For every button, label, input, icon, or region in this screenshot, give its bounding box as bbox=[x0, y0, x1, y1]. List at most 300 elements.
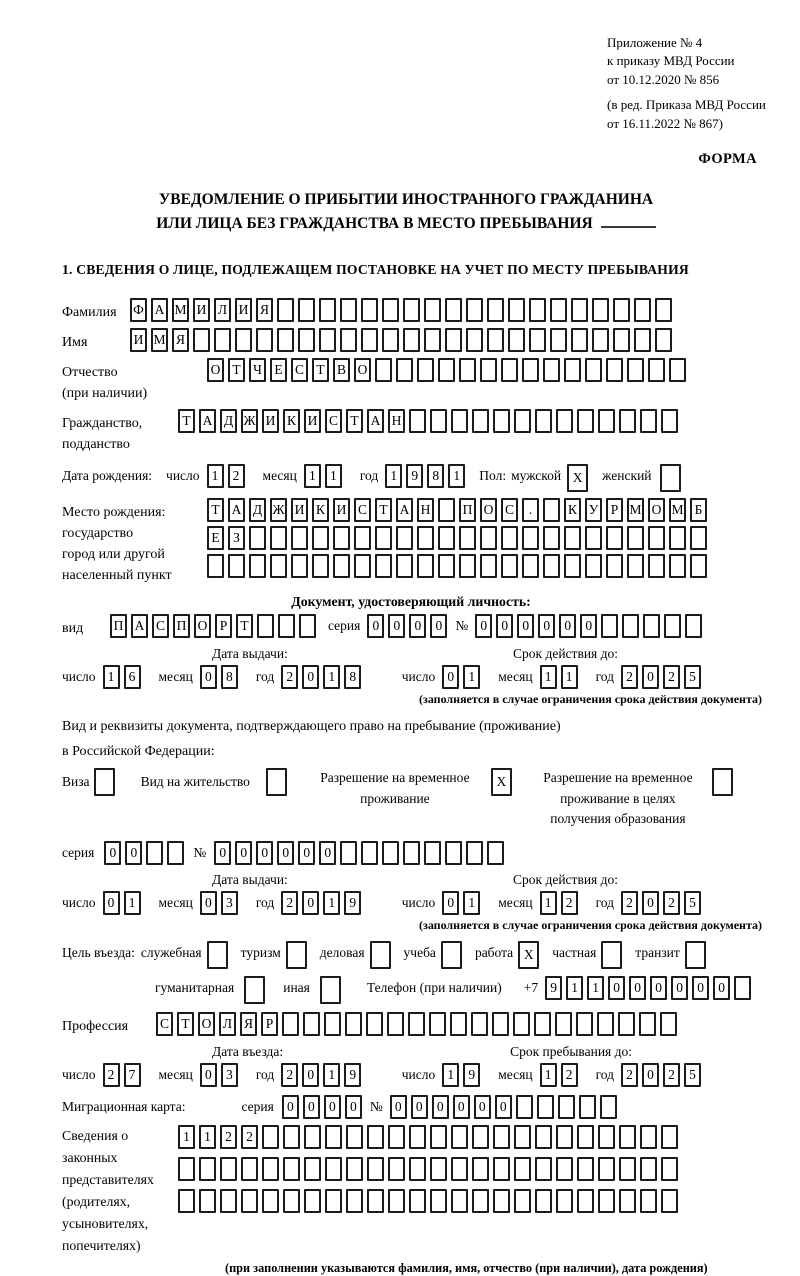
char-box[interactable]: Т bbox=[312, 358, 329, 382]
char-box[interactable] bbox=[534, 1012, 551, 1036]
char-box[interactable] bbox=[655, 328, 672, 352]
char-box[interactable]: 5 bbox=[684, 891, 701, 915]
char-box[interactable] bbox=[283, 1189, 300, 1213]
char-box[interactable] bbox=[480, 554, 497, 578]
char-box[interactable] bbox=[445, 328, 462, 352]
char-box[interactable] bbox=[286, 941, 307, 969]
char-box[interactable] bbox=[543, 554, 560, 578]
char-box[interactable] bbox=[493, 1125, 510, 1149]
char-box[interactable] bbox=[304, 1157, 321, 1181]
char-box[interactable]: 0 bbox=[256, 841, 273, 865]
char-box[interactable] bbox=[558, 1095, 575, 1119]
char-box[interactable] bbox=[622, 614, 639, 638]
char-box[interactable]: 0 bbox=[629, 976, 646, 1000]
char-box[interactable]: 9 bbox=[463, 1063, 480, 1087]
char-box[interactable]: . bbox=[522, 498, 539, 522]
char-box[interactable]: К bbox=[283, 409, 300, 433]
char-box[interactable]: 2 bbox=[621, 1063, 638, 1087]
char-box[interactable]: 2 bbox=[281, 1063, 298, 1087]
char-box[interactable] bbox=[529, 298, 546, 322]
char-box[interactable] bbox=[459, 554, 476, 578]
char-box[interactable] bbox=[283, 1157, 300, 1181]
char-box[interactable] bbox=[220, 1157, 237, 1181]
char-box[interactable]: Ф bbox=[130, 298, 147, 322]
char-box[interactable] bbox=[214, 328, 231, 352]
char-box[interactable]: Ж bbox=[241, 409, 258, 433]
char-box[interactable] bbox=[438, 554, 455, 578]
char-box[interactable] bbox=[556, 1189, 573, 1213]
char-box[interactable]: 0 bbox=[303, 1095, 320, 1119]
char-box[interactable] bbox=[333, 554, 350, 578]
char-box[interactable] bbox=[606, 526, 623, 550]
char-box[interactable] bbox=[660, 464, 681, 492]
char-box[interactable] bbox=[734, 976, 751, 1000]
char-box[interactable] bbox=[543, 526, 560, 550]
char-box[interactable] bbox=[543, 358, 560, 382]
char-box[interactable] bbox=[550, 328, 567, 352]
char-box[interactable] bbox=[199, 1189, 216, 1213]
char-box[interactable] bbox=[450, 1012, 467, 1036]
char-box[interactable]: 0 bbox=[495, 1095, 512, 1119]
char-box[interactable]: 0 bbox=[125, 841, 142, 865]
char-box[interactable] bbox=[648, 358, 665, 382]
char-box[interactable] bbox=[501, 526, 518, 550]
char-box[interactable]: М bbox=[669, 498, 686, 522]
char-box[interactable] bbox=[459, 526, 476, 550]
char-box[interactable]: 0 bbox=[345, 1095, 362, 1119]
char-box[interactable] bbox=[564, 554, 581, 578]
char-box[interactable]: О bbox=[480, 498, 497, 522]
char-box[interactable]: 9 bbox=[344, 1063, 361, 1087]
char-box[interactable] bbox=[600, 1095, 617, 1119]
char-box[interactable] bbox=[535, 409, 552, 433]
char-box[interactable] bbox=[367, 1125, 384, 1149]
char-box[interactable] bbox=[241, 1157, 258, 1181]
char-box[interactable]: 0 bbox=[608, 976, 625, 1000]
char-box[interactable]: 0 bbox=[302, 1063, 319, 1087]
char-box[interactable] bbox=[555, 1012, 572, 1036]
char-box[interactable] bbox=[598, 1189, 615, 1213]
char-box[interactable] bbox=[298, 328, 315, 352]
char-box[interactable]: А bbox=[131, 614, 148, 638]
char-box[interactable]: А bbox=[396, 498, 413, 522]
char-box[interactable]: 1 bbox=[103, 665, 120, 689]
char-box[interactable] bbox=[403, 298, 420, 322]
char-box[interactable] bbox=[466, 841, 483, 865]
char-box[interactable]: Т bbox=[228, 358, 245, 382]
char-box[interactable]: И bbox=[304, 409, 321, 433]
char-box[interactable]: О bbox=[198, 1012, 215, 1036]
char-box[interactable] bbox=[634, 328, 651, 352]
char-box[interactable] bbox=[283, 1125, 300, 1149]
char-box[interactable]: 1 bbox=[587, 976, 604, 1000]
char-box[interactable] bbox=[514, 1157, 531, 1181]
char-box[interactable] bbox=[438, 526, 455, 550]
char-box[interactable]: 1 bbox=[561, 665, 578, 689]
char-box[interactable] bbox=[396, 526, 413, 550]
char-box[interactable]: А bbox=[199, 409, 216, 433]
char-box[interactable]: 2 bbox=[561, 1063, 578, 1087]
char-box[interactable] bbox=[514, 1189, 531, 1213]
char-box[interactable] bbox=[516, 1095, 533, 1119]
char-box[interactable]: 5 bbox=[684, 1063, 701, 1087]
char-box[interactable] bbox=[537, 1095, 554, 1119]
char-box[interactable] bbox=[472, 409, 489, 433]
char-box[interactable]: 0 bbox=[496, 614, 513, 638]
char-box[interactable] bbox=[375, 358, 392, 382]
char-box[interactable]: И bbox=[291, 498, 308, 522]
char-box[interactable] bbox=[375, 554, 392, 578]
char-box[interactable] bbox=[487, 298, 504, 322]
char-box[interactable] bbox=[585, 526, 602, 550]
char-box[interactable]: Я bbox=[240, 1012, 257, 1036]
char-box[interactable] bbox=[556, 1157, 573, 1181]
char-box[interactable] bbox=[712, 768, 733, 796]
char-box[interactable] bbox=[167, 841, 184, 865]
char-box[interactable] bbox=[627, 358, 644, 382]
char-box[interactable]: 2 bbox=[561, 891, 578, 915]
char-box[interactable] bbox=[619, 1125, 636, 1149]
char-box[interactable] bbox=[354, 554, 371, 578]
char-box[interactable] bbox=[346, 1157, 363, 1181]
char-box[interactable] bbox=[543, 498, 560, 522]
char-box[interactable]: 1 bbox=[385, 464, 402, 488]
char-box[interactable] bbox=[493, 1189, 510, 1213]
char-box[interactable]: Д bbox=[220, 409, 237, 433]
char-box[interactable]: О bbox=[194, 614, 211, 638]
char-box[interactable]: 0 bbox=[650, 976, 667, 1000]
char-box[interactable] bbox=[661, 1157, 678, 1181]
char-box[interactable] bbox=[627, 554, 644, 578]
char-box[interactable] bbox=[298, 298, 315, 322]
char-box[interactable] bbox=[556, 409, 573, 433]
char-box[interactable]: 2 bbox=[663, 665, 680, 689]
char-box[interactable] bbox=[661, 409, 678, 433]
char-box[interactable]: 2 bbox=[220, 1125, 237, 1149]
char-box[interactable] bbox=[508, 328, 525, 352]
char-box[interactable] bbox=[571, 328, 588, 352]
char-box[interactable] bbox=[417, 526, 434, 550]
char-box[interactable]: 0 bbox=[411, 1095, 428, 1119]
char-box[interactable]: Я bbox=[172, 328, 189, 352]
char-box[interactable]: З bbox=[228, 526, 245, 550]
char-box[interactable] bbox=[451, 1125, 468, 1149]
char-box[interactable]: 6 bbox=[124, 665, 141, 689]
char-box[interactable] bbox=[403, 841, 420, 865]
char-box[interactable]: К bbox=[312, 498, 329, 522]
char-box[interactable]: X bbox=[567, 464, 588, 492]
char-box[interactable]: 1 bbox=[124, 891, 141, 915]
char-box[interactable] bbox=[550, 298, 567, 322]
char-box[interactable] bbox=[598, 409, 615, 433]
char-box[interactable] bbox=[451, 409, 468, 433]
char-box[interactable] bbox=[304, 1189, 321, 1213]
char-box[interactable] bbox=[514, 409, 531, 433]
char-box[interactable] bbox=[480, 526, 497, 550]
char-box[interactable] bbox=[466, 328, 483, 352]
char-box[interactable]: Т bbox=[177, 1012, 194, 1036]
char-box[interactable]: Д bbox=[249, 498, 266, 522]
char-box[interactable] bbox=[424, 328, 441, 352]
char-box[interactable] bbox=[627, 526, 644, 550]
char-box[interactable]: Л bbox=[219, 1012, 236, 1036]
char-box[interactable]: Е bbox=[270, 358, 287, 382]
char-box[interactable] bbox=[388, 1189, 405, 1213]
char-box[interactable]: 2 bbox=[241, 1125, 258, 1149]
char-box[interactable] bbox=[324, 1012, 341, 1036]
char-box[interactable] bbox=[319, 298, 336, 322]
char-box[interactable] bbox=[441, 941, 462, 969]
char-box[interactable]: 0 bbox=[474, 1095, 491, 1119]
char-box[interactable] bbox=[409, 1157, 426, 1181]
char-box[interactable] bbox=[94, 768, 115, 796]
char-box[interactable]: 0 bbox=[324, 1095, 341, 1119]
char-box[interactable] bbox=[634, 298, 651, 322]
char-box[interactable]: 0 bbox=[302, 891, 319, 915]
char-box[interactable] bbox=[367, 1189, 384, 1213]
char-box[interactable] bbox=[661, 1125, 678, 1149]
char-box[interactable] bbox=[664, 614, 681, 638]
char-box[interactable] bbox=[249, 526, 266, 550]
char-box[interactable] bbox=[493, 1157, 510, 1181]
char-box[interactable]: 9 bbox=[545, 976, 562, 1000]
char-box[interactable] bbox=[487, 328, 504, 352]
char-box[interactable] bbox=[522, 554, 539, 578]
char-box[interactable]: О bbox=[207, 358, 224, 382]
char-box[interactable] bbox=[375, 526, 392, 550]
char-box[interactable]: Н bbox=[388, 409, 405, 433]
char-box[interactable]: 0 bbox=[277, 841, 294, 865]
char-box[interactable]: 1 bbox=[207, 464, 224, 488]
char-box[interactable]: С bbox=[291, 358, 308, 382]
char-box[interactable] bbox=[361, 841, 378, 865]
char-box[interactable]: Н bbox=[417, 498, 434, 522]
char-box[interactable] bbox=[513, 1012, 530, 1036]
char-box[interactable]: А bbox=[367, 409, 384, 433]
char-box[interactable] bbox=[606, 554, 623, 578]
char-box[interactable] bbox=[199, 1157, 216, 1181]
char-box[interactable]: 9 bbox=[344, 891, 361, 915]
char-box[interactable] bbox=[325, 1125, 342, 1149]
char-box[interactable]: 1 bbox=[540, 1063, 557, 1087]
char-box[interactable]: 0 bbox=[432, 1095, 449, 1119]
char-box[interactable] bbox=[278, 614, 295, 638]
char-box[interactable]: 1 bbox=[178, 1125, 195, 1149]
char-box[interactable] bbox=[388, 1125, 405, 1149]
char-box[interactable]: 8 bbox=[427, 464, 444, 488]
char-box[interactable] bbox=[685, 941, 706, 969]
char-box[interactable]: 0 bbox=[642, 665, 659, 689]
char-box[interactable]: 1 bbox=[325, 464, 342, 488]
char-box[interactable] bbox=[325, 1189, 342, 1213]
char-box[interactable]: 1 bbox=[463, 891, 480, 915]
char-box[interactable] bbox=[417, 554, 434, 578]
char-box[interactable] bbox=[424, 298, 441, 322]
char-box[interactable] bbox=[501, 554, 518, 578]
char-box[interactable] bbox=[207, 554, 224, 578]
char-box[interactable]: 0 bbox=[559, 614, 576, 638]
char-box[interactable] bbox=[438, 358, 455, 382]
char-box[interactable]: А bbox=[228, 498, 245, 522]
char-box[interactable]: 2 bbox=[228, 464, 245, 488]
char-box[interactable]: 1 bbox=[463, 665, 480, 689]
char-box[interactable] bbox=[514, 1125, 531, 1149]
char-box[interactable] bbox=[669, 554, 686, 578]
char-box[interactable] bbox=[220, 1189, 237, 1213]
char-box[interactable]: Л bbox=[214, 298, 231, 322]
char-box[interactable] bbox=[619, 1157, 636, 1181]
char-box[interactable]: 0 bbox=[671, 976, 688, 1000]
char-box[interactable] bbox=[451, 1189, 468, 1213]
char-box[interactable]: А bbox=[151, 298, 168, 322]
char-box[interactable]: Т bbox=[178, 409, 195, 433]
char-box[interactable]: 1 bbox=[323, 1063, 340, 1087]
char-box[interactable]: 1 bbox=[323, 891, 340, 915]
char-box[interactable]: 0 bbox=[298, 841, 315, 865]
char-box[interactable]: 2 bbox=[621, 891, 638, 915]
char-box[interactable] bbox=[429, 1012, 446, 1036]
char-box[interactable] bbox=[598, 1125, 615, 1149]
char-box[interactable]: 0 bbox=[453, 1095, 470, 1119]
char-box[interactable] bbox=[249, 554, 266, 578]
char-box[interactable] bbox=[345, 1012, 362, 1036]
char-box[interactable] bbox=[370, 941, 391, 969]
char-box[interactable] bbox=[340, 328, 357, 352]
char-box[interactable] bbox=[396, 554, 413, 578]
char-box[interactable]: 0 bbox=[200, 1063, 217, 1087]
char-box[interactable] bbox=[661, 1189, 678, 1213]
char-box[interactable] bbox=[382, 841, 399, 865]
char-box[interactable]: 2 bbox=[281, 891, 298, 915]
char-box[interactable] bbox=[592, 328, 609, 352]
char-box[interactable] bbox=[257, 614, 274, 638]
char-box[interactable] bbox=[690, 554, 707, 578]
char-box[interactable] bbox=[640, 409, 657, 433]
char-box[interactable]: 2 bbox=[103, 1063, 120, 1087]
char-box[interactable] bbox=[387, 1012, 404, 1036]
char-box[interactable]: 1 bbox=[540, 891, 557, 915]
char-box[interactable] bbox=[312, 526, 329, 550]
char-box[interactable] bbox=[472, 1189, 489, 1213]
char-box[interactable]: 0 bbox=[302, 665, 319, 689]
char-box[interactable]: 0 bbox=[442, 891, 459, 915]
char-box[interactable] bbox=[472, 1125, 489, 1149]
char-box[interactable] bbox=[592, 298, 609, 322]
char-box[interactable] bbox=[492, 1012, 509, 1036]
char-box[interactable] bbox=[643, 614, 660, 638]
char-box[interactable] bbox=[579, 1095, 596, 1119]
char-box[interactable]: С bbox=[156, 1012, 173, 1036]
char-box[interactable] bbox=[256, 328, 273, 352]
char-box[interactable] bbox=[619, 1189, 636, 1213]
char-box[interactable] bbox=[325, 1157, 342, 1181]
char-box[interactable]: 0 bbox=[104, 841, 121, 865]
char-box[interactable] bbox=[340, 841, 357, 865]
char-box[interactable]: 1 bbox=[304, 464, 321, 488]
char-box[interactable]: 7 bbox=[124, 1063, 141, 1087]
char-box[interactable]: 0 bbox=[580, 614, 597, 638]
char-box[interactable] bbox=[178, 1189, 195, 1213]
char-box[interactable] bbox=[266, 768, 287, 796]
char-box[interactable] bbox=[408, 1012, 425, 1036]
char-box[interactable] bbox=[556, 1125, 573, 1149]
char-box[interactable] bbox=[262, 1157, 279, 1181]
char-box[interactable] bbox=[430, 1157, 447, 1181]
char-box[interactable]: С bbox=[354, 498, 371, 522]
char-box[interactable]: Т bbox=[207, 498, 224, 522]
char-box[interactable]: С bbox=[501, 498, 518, 522]
char-box[interactable] bbox=[262, 1125, 279, 1149]
char-box[interactable] bbox=[346, 1189, 363, 1213]
char-box[interactable]: У bbox=[585, 498, 602, 522]
char-box[interactable] bbox=[577, 409, 594, 433]
char-box[interactable] bbox=[585, 358, 602, 382]
char-box[interactable]: 0 bbox=[692, 976, 709, 1000]
char-box[interactable] bbox=[409, 1189, 426, 1213]
char-box[interactable] bbox=[576, 1012, 593, 1036]
char-box[interactable]: П bbox=[110, 614, 127, 638]
char-box[interactable]: Т bbox=[236, 614, 253, 638]
char-box[interactable] bbox=[535, 1189, 552, 1213]
char-box[interactable] bbox=[320, 976, 341, 1004]
char-box[interactable]: С bbox=[325, 409, 342, 433]
char-box[interactable] bbox=[648, 554, 665, 578]
char-box[interactable] bbox=[493, 409, 510, 433]
char-box[interactable] bbox=[277, 328, 294, 352]
char-box[interactable] bbox=[585, 554, 602, 578]
char-box[interactable] bbox=[244, 976, 265, 1004]
char-box[interactable] bbox=[640, 1189, 657, 1213]
char-box[interactable] bbox=[193, 328, 210, 352]
char-box[interactable]: П bbox=[173, 614, 190, 638]
char-box[interactable]: 0 bbox=[390, 1095, 407, 1119]
char-box[interactable] bbox=[409, 1125, 426, 1149]
char-box[interactable]: Р bbox=[215, 614, 232, 638]
char-box[interactable] bbox=[690, 526, 707, 550]
char-box[interactable]: 2 bbox=[281, 665, 298, 689]
char-box[interactable] bbox=[669, 358, 686, 382]
char-box[interactable]: 0 bbox=[319, 841, 336, 865]
char-box[interactable]: 1 bbox=[323, 665, 340, 689]
char-box[interactable] bbox=[466, 298, 483, 322]
char-box[interactable] bbox=[577, 1125, 594, 1149]
char-box[interactable] bbox=[303, 1012, 320, 1036]
char-box[interactable] bbox=[471, 1012, 488, 1036]
char-box[interactable]: О bbox=[354, 358, 371, 382]
char-box[interactable] bbox=[270, 526, 287, 550]
char-box[interactable]: 2 bbox=[663, 891, 680, 915]
char-box[interactable]: О bbox=[648, 498, 665, 522]
char-box[interactable]: М bbox=[172, 298, 189, 322]
char-box[interactable] bbox=[535, 1157, 552, 1181]
char-box[interactable] bbox=[361, 328, 378, 352]
char-box[interactable] bbox=[270, 554, 287, 578]
char-box[interactable]: И bbox=[130, 328, 147, 352]
char-box[interactable] bbox=[564, 358, 581, 382]
char-box[interactable]: И bbox=[193, 298, 210, 322]
char-box[interactable]: П bbox=[459, 498, 476, 522]
char-box[interactable]: 0 bbox=[388, 614, 405, 638]
char-box[interactable]: 0 bbox=[642, 891, 659, 915]
char-box[interactable] bbox=[277, 298, 294, 322]
char-box[interactable]: 0 bbox=[442, 665, 459, 689]
char-box[interactable]: 0 bbox=[200, 665, 217, 689]
char-box[interactable]: 1 bbox=[566, 976, 583, 1000]
char-box[interactable] bbox=[291, 554, 308, 578]
char-box[interactable] bbox=[382, 298, 399, 322]
char-box[interactable] bbox=[577, 1157, 594, 1181]
char-box[interactable]: 8 bbox=[344, 665, 361, 689]
